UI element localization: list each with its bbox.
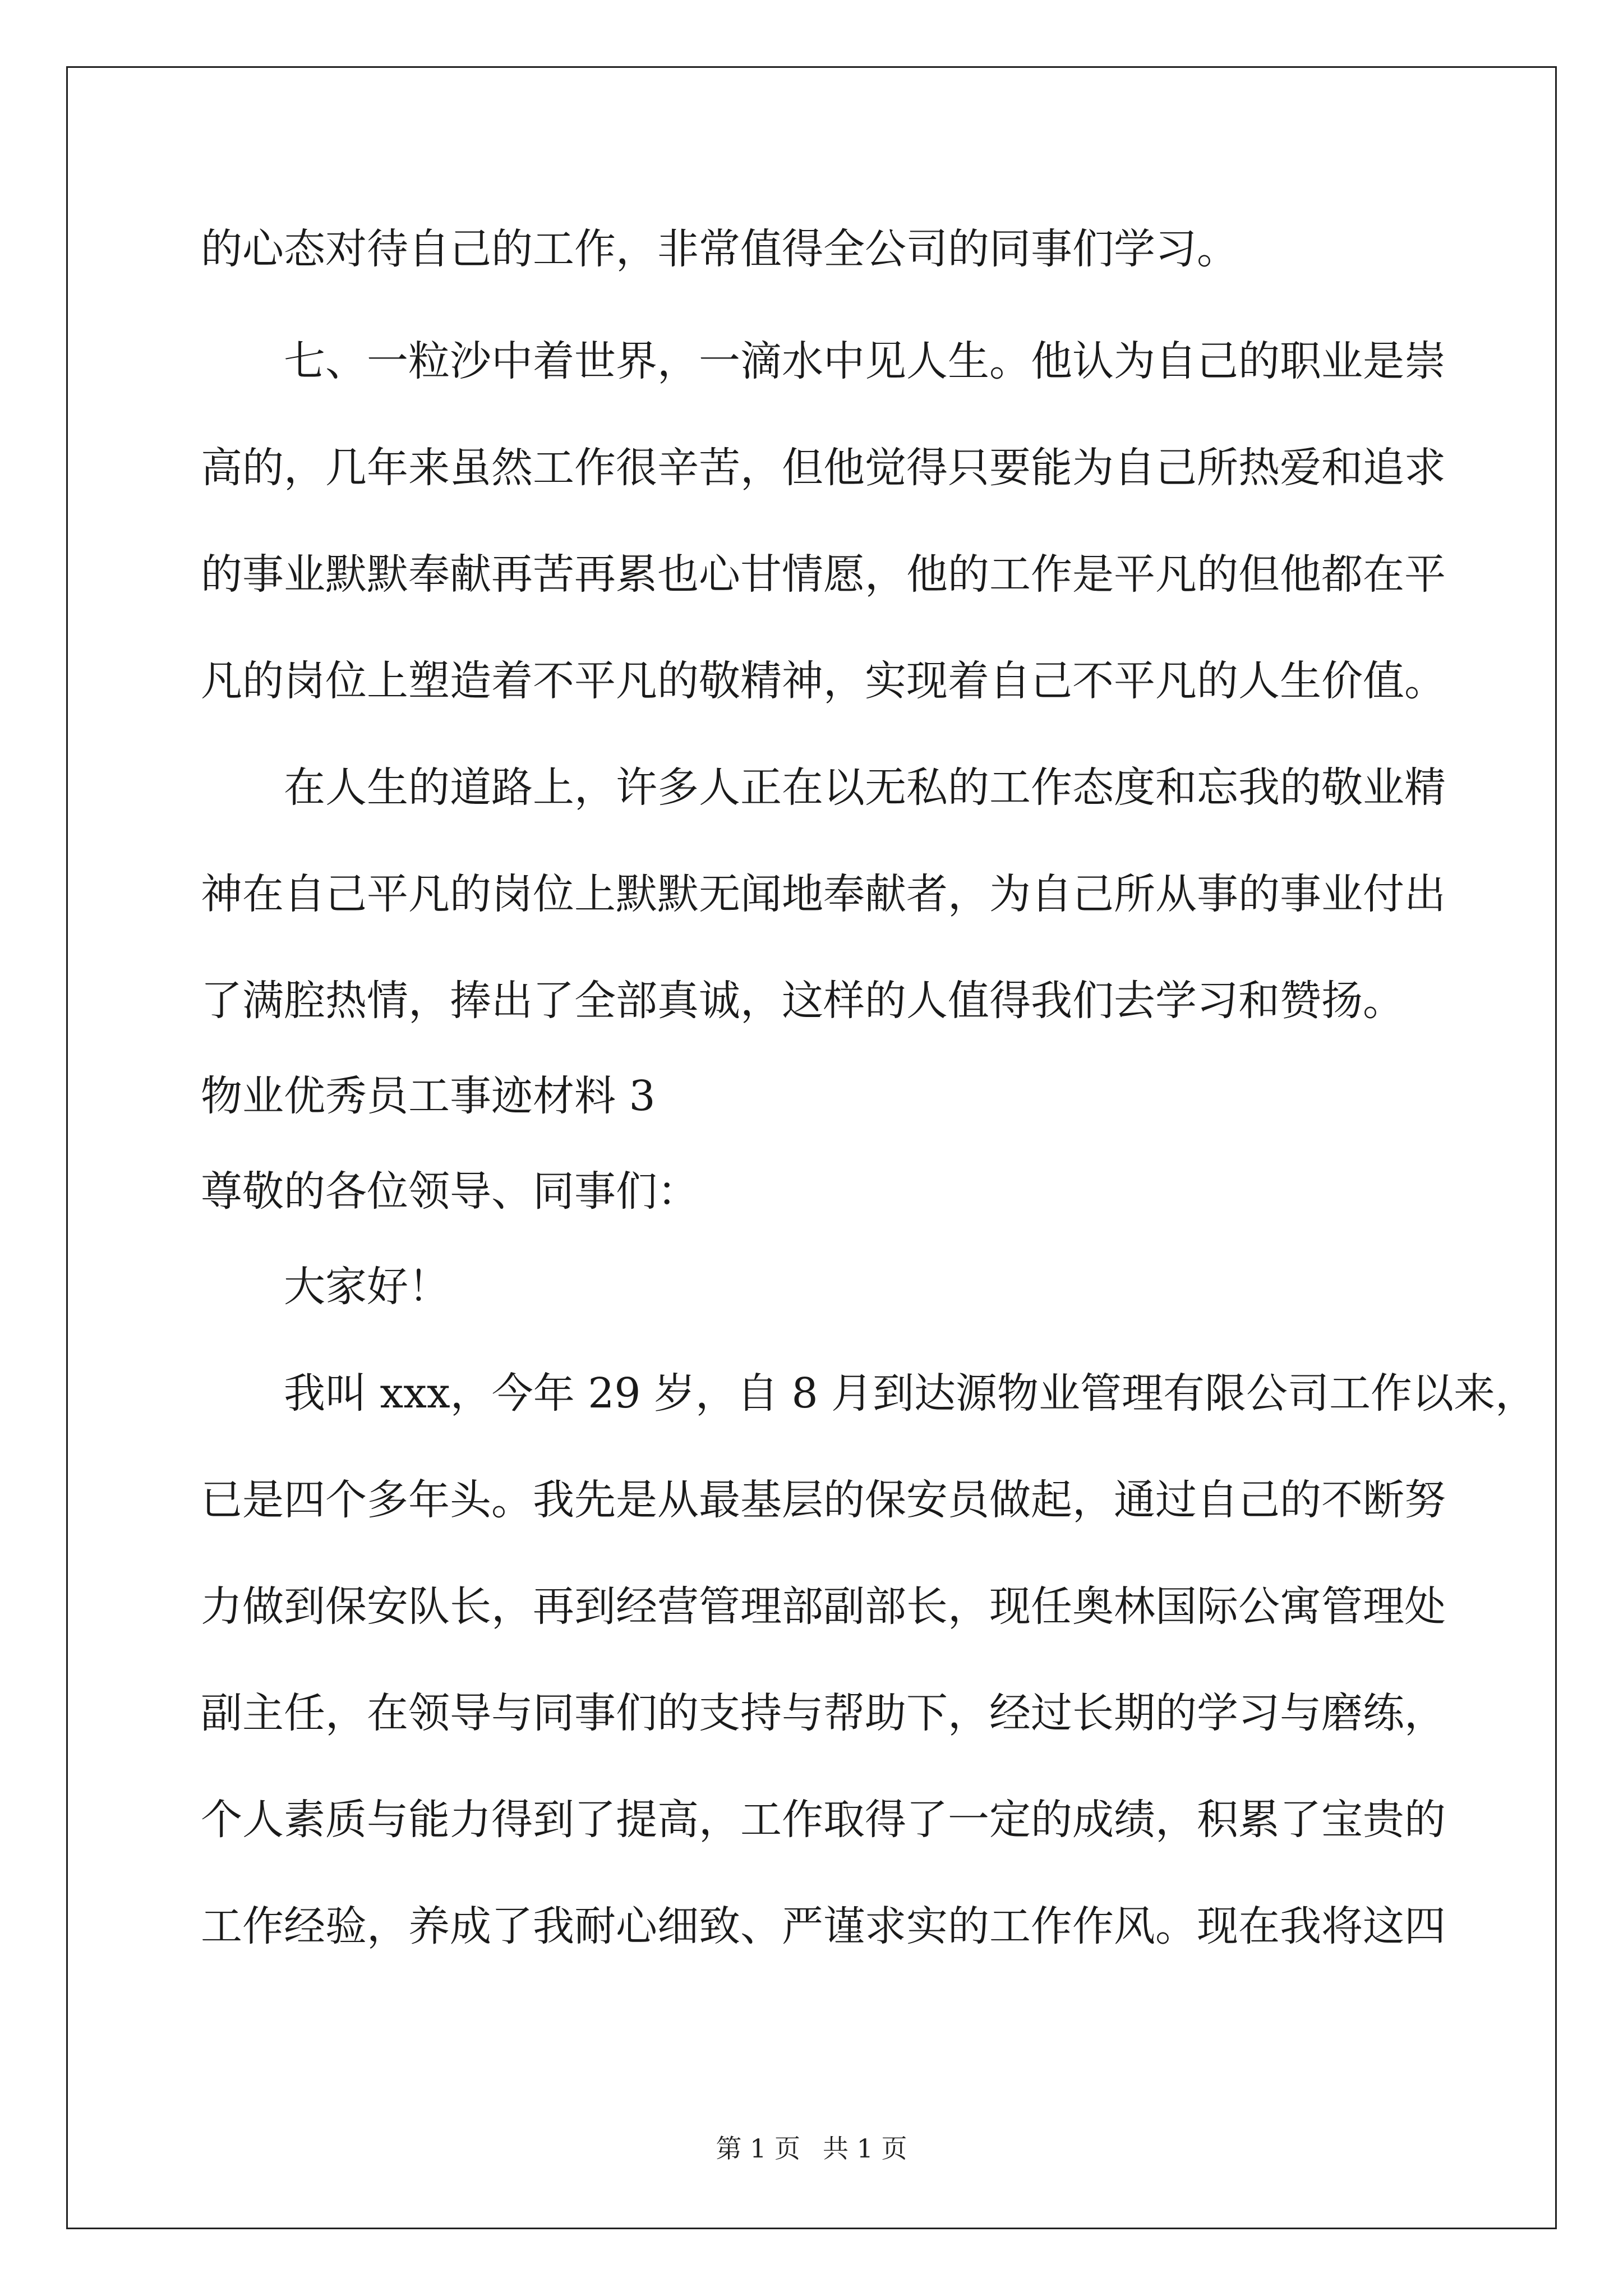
text-line: 在人生的道路上，许多人正在以无私的工作态度和忘我的敬业精: [284, 763, 1446, 812]
text-line: 神在自己平凡的岗位上默默无闻地奉献者，为自己所从事的事业付出: [201, 870, 1446, 918]
section-heading: 物业优秀员工事迹材料 3: [201, 1072, 656, 1120]
text-line: 了满腔热情，捧出了全部真诚，这样的人值得我们去学习和赞扬。: [201, 977, 1404, 1025]
text-line: 已是四个多年头。我先是从最基层的保安员做起，通过自己的不断努: [201, 1476, 1446, 1524]
text-line: 副主任，在领导与同事们的支持与帮助下，经过长期的学习与磨练，: [201, 1689, 1446, 1737]
text-line: 我叫 xxx，今年 29 岁，自 8 月到达源物业管理有限公司工作以来，: [284, 1369, 1537, 1418]
text-line: 七、一粒沙中着世界，一滴水中见人生。他认为自己的职业是崇: [284, 337, 1446, 385]
page-footer: [0, 2132, 1623, 2165]
text-line: 的事业默默奉献再苦再累也心甘情愿，他的工作是平凡的但他都在平: [201, 550, 1446, 599]
salutation: 尊敬的各位领导、同事们：: [201, 1167, 699, 1216]
page-total: 共 1 页: [823, 2133, 907, 2164]
text-line: 力做到保安队长，再到经营管理部副部长，现任奥林国际公寓管理处: [201, 1582, 1446, 1631]
text-line: 高的，几年来虽然工作很辛苦，但他觉得只要能为自己所热爱和追求: [201, 444, 1446, 492]
text-line: 工作经验，养成了我耐心细致、严谨求实的工作作风。现在我将这四: [201, 1902, 1446, 1950]
text-line: 的心态对待自己的工作，非常值得全公司的同事们学习。: [201, 225, 1238, 273]
text-line: 凡的岗位上塑造着不平凡的敬精神，实现着自己不平凡的人生价值。: [201, 657, 1446, 705]
text-line: 个人素质与能力得到了提高，工作取得了一定的成绩，积累了宝贵的: [201, 1796, 1446, 1844]
page-number: 第 1 页: [716, 2133, 800, 2164]
greeting: 大家好！: [284, 1263, 450, 1311]
